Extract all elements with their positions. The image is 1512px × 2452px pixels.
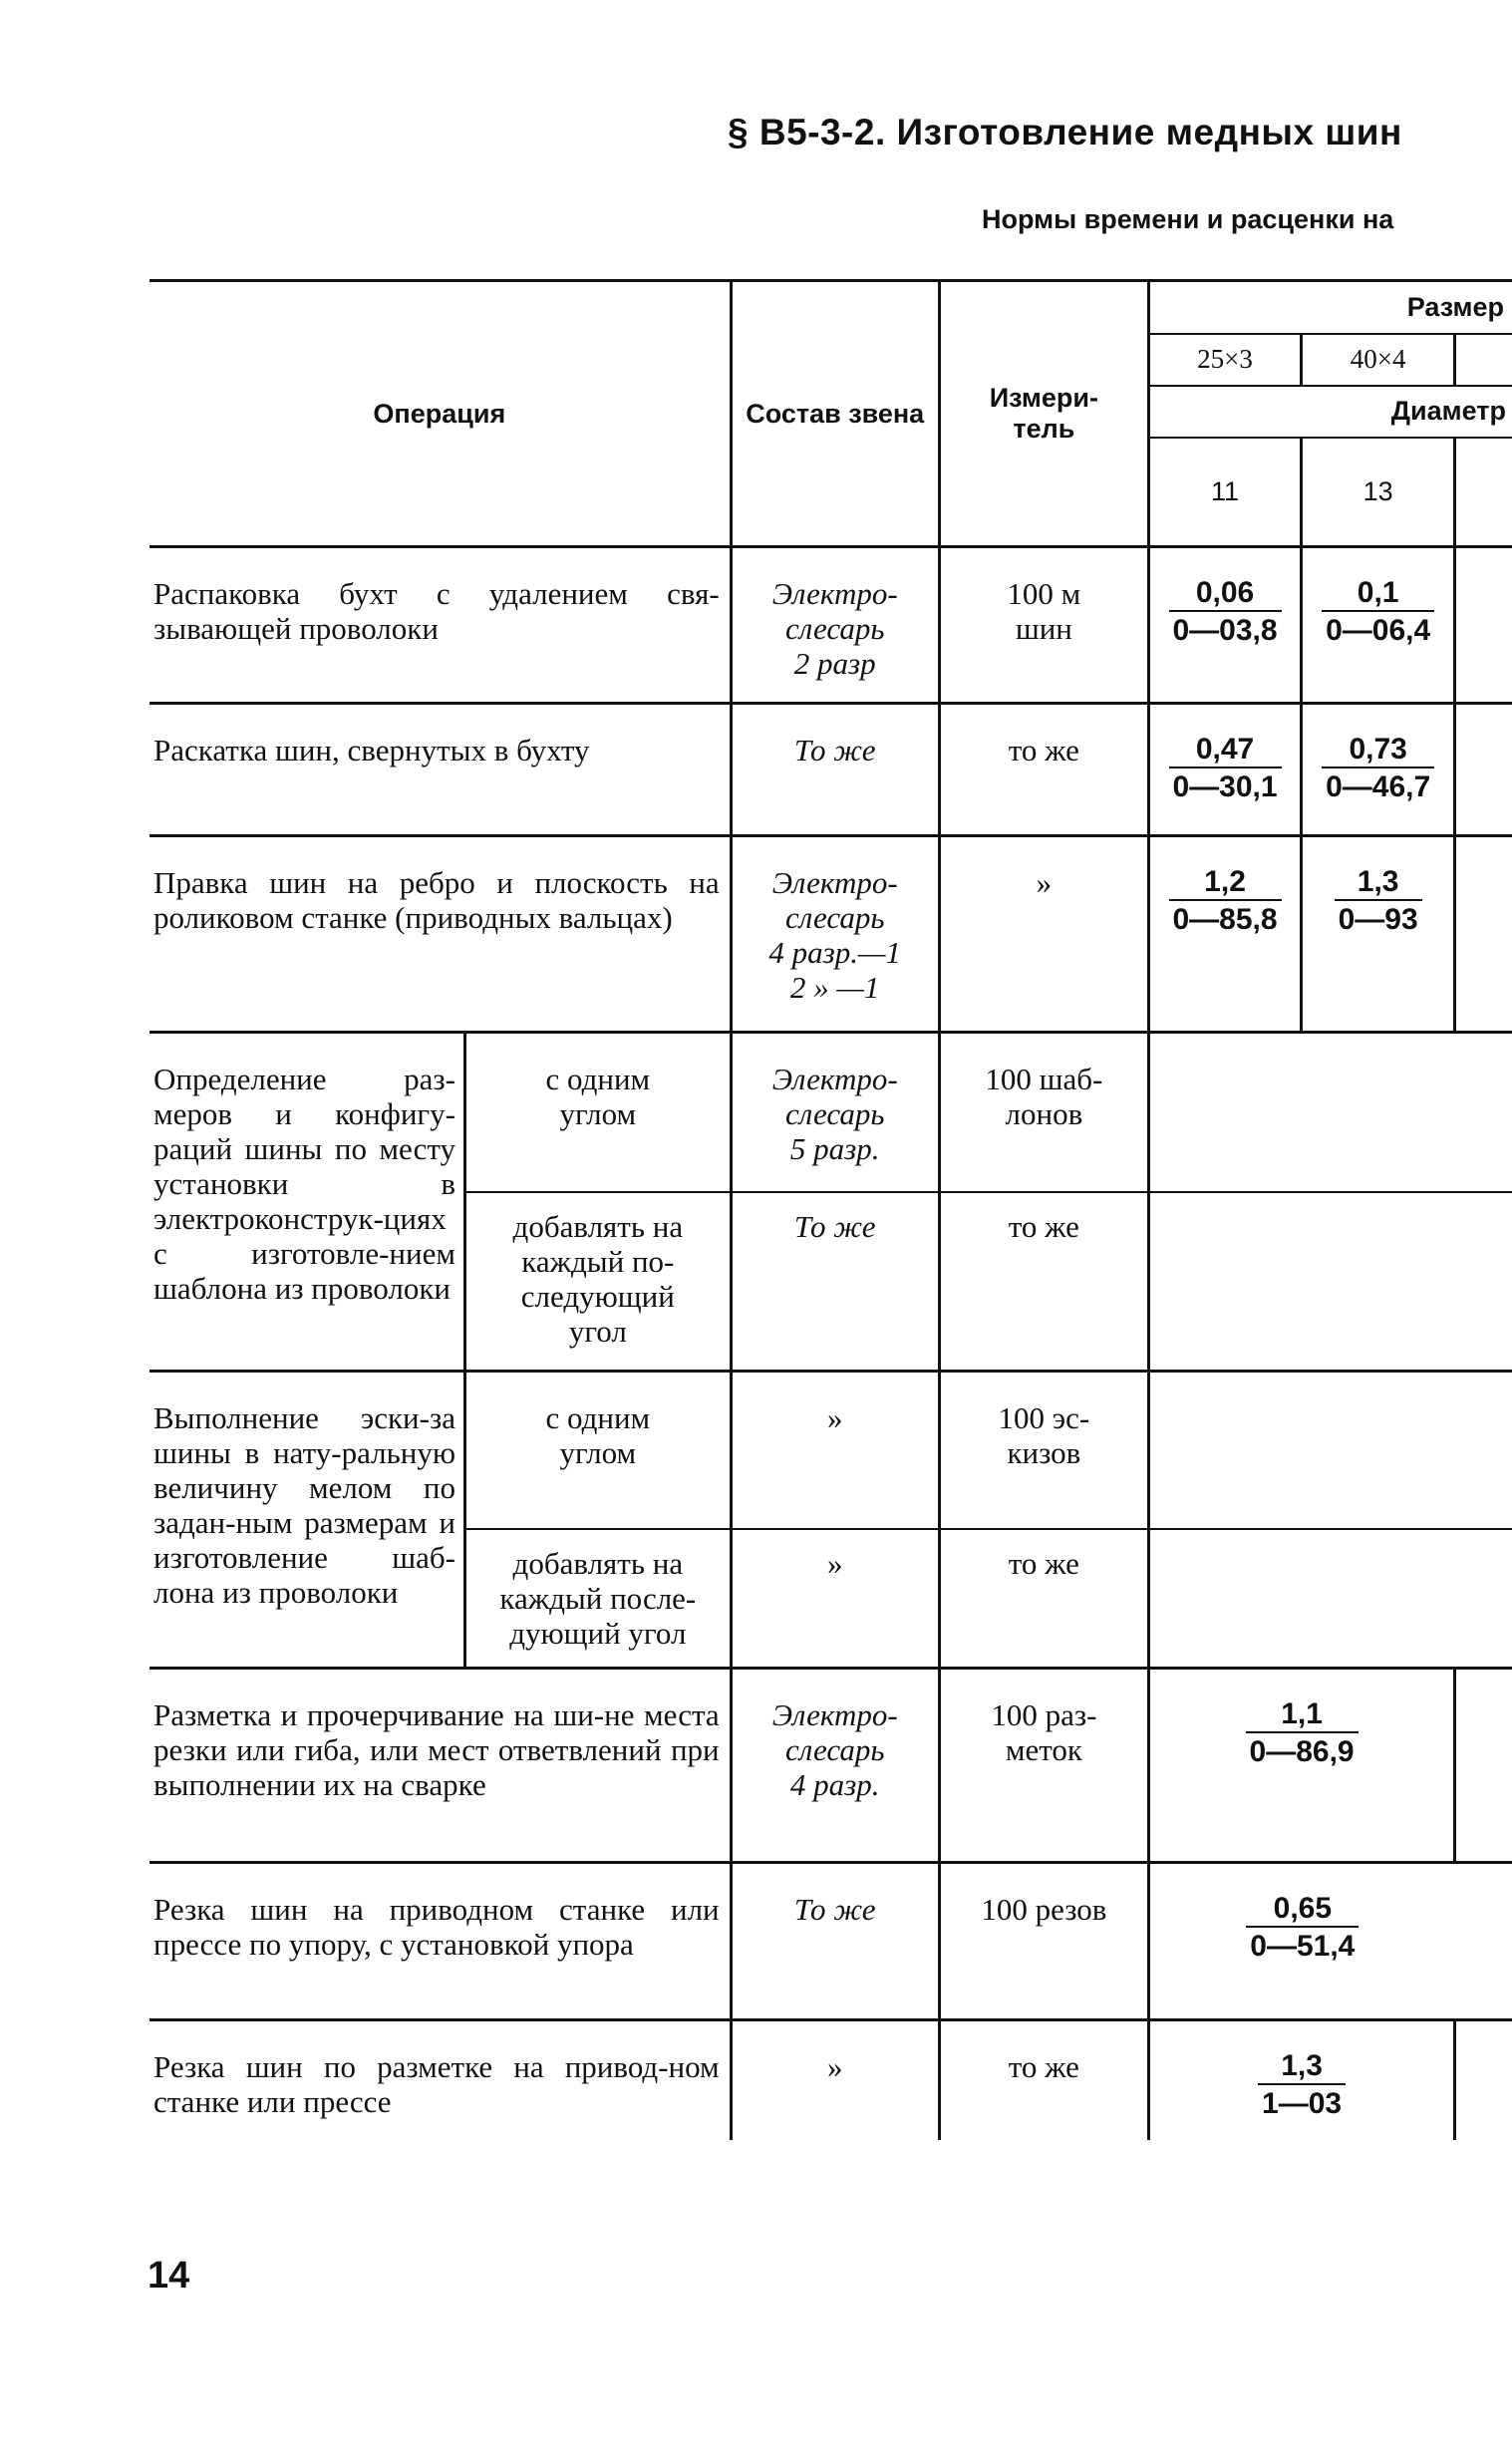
operation-cell: Резка шин по разметке на привод-ном станке или прессе	[150, 2020, 731, 2140]
header-operation: Операция	[150, 281, 731, 547]
header-diameter-13: 13	[1302, 438, 1455, 547]
norm-value: $\frac{1,3}{0—93}$	[1335, 865, 1422, 937]
unit-cell: 100 резов	[939, 1863, 1148, 2020]
suboperation-cell: с одним углом	[464, 1372, 731, 1529]
header-unit: Измери- тель	[939, 281, 1148, 547]
unit-cell: то же	[939, 704, 1148, 836]
norm-value: $\frac{0,47}{0—30,1}$	[1169, 733, 1282, 804]
norms-table	[150, 279, 1512, 2140]
crew-cell: То же	[731, 1192, 939, 1372]
unit-cell: то же	[939, 1529, 1148, 1669]
unit-cell: 100 шаб- лонов	[939, 1033, 1148, 1192]
operation-cell: Раскатка шин, свернутых в бухту	[150, 704, 731, 836]
crew-cell: »	[731, 1372, 939, 1529]
suboperation-cell: с одним углом	[464, 1033, 731, 1192]
header-size-40x4: 40×4	[1302, 334, 1455, 386]
unit-cell: 100 раз- меток	[939, 1669, 1148, 1863]
unit-cell: то же	[939, 2020, 1148, 2140]
suboperation-cell: добавлять на каждый после- дующий угол	[464, 1529, 731, 1669]
unit-cell: то же	[939, 1192, 1148, 1372]
crew-cell: Электро- слесарь 2 разр	[731, 547, 939, 704]
page-number: 14	[148, 2255, 190, 2297]
norm-value: $\frac{0,06}{0—03,8}$	[1169, 576, 1282, 648]
crew-cell: То же	[731, 704, 939, 836]
unit-cell: 100 м шин	[939, 547, 1148, 704]
crew-cell: То же	[731, 1863, 939, 2020]
header-size-25x3: 25×3	[1148, 334, 1301, 386]
header-size: Размер	[1148, 281, 1512, 334]
operation-cell: Разметка и прочерчивание на ши-не места резки или гиба, или мест ответвлений при выполнении их на сварке	[150, 1669, 731, 1863]
unit-cell: »	[939, 836, 1148, 1033]
suboperation-cell: добавлять на каждый по- следующий угол	[464, 1192, 731, 1372]
operation-cell: Правка шин на ребро и плоскость на роликовом станке (приводных вальцах)	[150, 836, 731, 1033]
operation-cell: Определение раз-меров и конфигу-раций шины по месту установки в электроконструк-циях с изготовле-нием шаблона из проволоки	[150, 1033, 464, 1372]
crew-cell: Электро- слесарь 4 разр.	[731, 1669, 939, 1863]
norm-value: $\frac{0,73}{0—46,7}$	[1322, 733, 1434, 804]
operation-cell: Выполнение эски-за шины в нату-ральную величину мелом по задан-ным размерам и изготовление шаб-лона из проволоки	[150, 1372, 464, 1669]
crew-cell: »	[731, 2020, 939, 2140]
crew-cell: Электро- слесарь 4 разр.—1 2 » —1	[731, 836, 939, 1033]
norm-value: $\frac{0,65}{0—51,4}$	[1246, 1892, 1359, 1964]
norm-value: $\frac{0,1}{0—06,4}$	[1322, 576, 1434, 648]
header-diameter-11: 11	[1148, 438, 1301, 547]
header-crew: Состав звена	[731, 281, 939, 547]
page-title: § В5-3-2. Изготовление медных шин	[728, 112, 1402, 153]
norm-value: $\frac{1,3}{1—03}$	[1258, 2049, 1346, 2121]
operation-cell: Резка шин на приводном станке или прессе по упору, с установкой упора	[150, 1863, 731, 2020]
page-subtitle: Нормы времени и расценки на	[982, 204, 1394, 234]
unit-cell: 100 эс- кизов	[939, 1372, 1148, 1529]
norm-value: $\frac{1,2}{0—85,8}$	[1169, 865, 1282, 937]
crew-cell: »	[731, 1529, 939, 1669]
operation-cell: Распаковка бухт с удалением свя-зывающей проволоки	[150, 547, 731, 704]
norm-value: $\frac{1,1}{0—86,9}$	[1246, 1697, 1359, 1769]
crew-cell: Электро- слесарь 5 разр.	[731, 1033, 939, 1192]
header-diameter: Диаметр	[1148, 386, 1512, 438]
